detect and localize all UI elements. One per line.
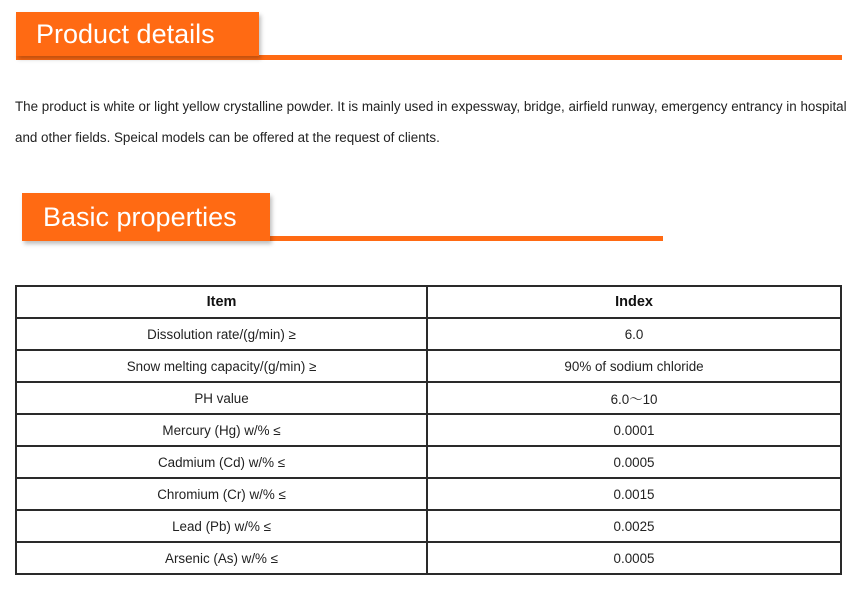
- table-row: [16, 478, 841, 510]
- header-tab: [16, 12, 259, 56]
- table-row: [16, 542, 841, 574]
- table-row: [16, 318, 841, 350]
- table-row: [16, 382, 841, 414]
- index-cell: 90% of sodium chloride: [427, 350, 841, 382]
- table-row: [16, 510, 841, 542]
- column-header-index: Index: [427, 286, 841, 318]
- index-cell: 0.0005: [427, 542, 841, 574]
- column-header-item: Item: [16, 286, 427, 318]
- item-cell: Arsenic (As) w/% ≤: [16, 542, 427, 574]
- item-cell: Dissolution rate/(g/min) ≥: [16, 318, 427, 350]
- index-cell: 6.0: [427, 318, 841, 350]
- product-details-header: [16, 12, 842, 62]
- header-tab: [22, 193, 270, 241]
- table-row: [16, 350, 841, 382]
- index-cell: 0.0025: [427, 510, 841, 542]
- table-row: [16, 446, 841, 478]
- section-title: Basic properties: [43, 201, 237, 232]
- product-description: The product is white or light yellow crystalline powder. It is mainly used in expessway, bridge, airfield runway, emergency entrancy in hospital and other fields. Speical models can be offered at the request of clients.: [15, 99, 847, 145]
- basic-properties-header: [22, 193, 663, 243]
- item-cell: Snow melting capacity/(g/min) ≥: [16, 350, 427, 382]
- index-cell: 6.0～10: [427, 382, 841, 414]
- index-cell: 0.0005: [427, 446, 841, 478]
- properties-table: [15, 285, 842, 575]
- item-cell: Lead (Pb) w/% ≤: [16, 510, 427, 542]
- table-header-row: [16, 286, 841, 318]
- table-row: [16, 414, 841, 446]
- item-cell: Mercury (Hg) w/% ≤: [16, 414, 427, 446]
- item-cell: Cadmium (Cd) w/% ≤: [16, 446, 427, 478]
- item-cell: PH value: [16, 382, 427, 414]
- item-cell: Chromium (Cr) w/% ≤: [16, 478, 427, 510]
- index-cell: 0.0001: [427, 414, 841, 446]
- section-title: Product details: [36, 18, 215, 49]
- index-cell: 0.0015: [427, 478, 841, 510]
